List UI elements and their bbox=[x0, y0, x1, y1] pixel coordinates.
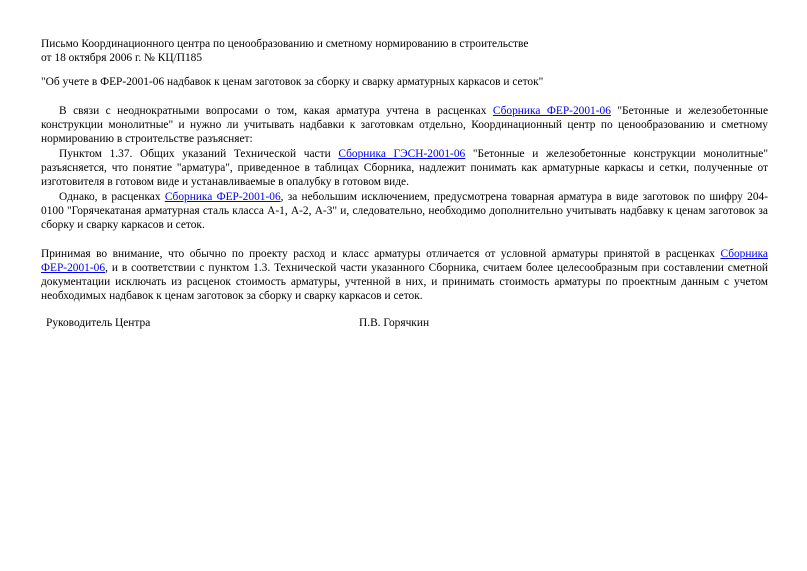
link-gesn-2001-06[interactable]: Сборника ГЭСН-2001-06 bbox=[338, 147, 466, 160]
paragraph-intro bbox=[41, 104, 768, 147]
letter-subject: "Об учете в ФЕР-2001-06 надбавок к ценам заготовок за сборку и сварку арматурных каркасов и сеток" bbox=[41, 75, 544, 88]
paragraph-conclusion-text-before: Принимая во внимание, что обычно по проекту расход и класс арматуры отличается от условной арматуры принятой в расценках bbox=[41, 247, 721, 260]
paragraph-intro-text-after: "Бетонные и железобетонные конструкции монолитные" и нужно ли учитывать надбавки к заготовкам отдельно, Координационный центр по ценообразованию и сметному нормированию в строительстве разъясняет: bbox=[41, 104, 768, 146]
paragraph-conclusion bbox=[41, 247, 768, 304]
letter-date-number: от 18 октября 2006 г. № КЦ/П185 bbox=[41, 52, 203, 65]
link-fer-2001-06[interactable]: Сборника ФЕР-2001-06 bbox=[492, 104, 611, 117]
paragraph-clause-text-before: Пунктом 1.37. Общих указаний Технической части bbox=[59, 147, 339, 160]
letter-document bbox=[41, 37, 768, 331]
paragraph-conclusion-text-after: , и в соответствии с пунктом 1.3. Технической части указанного Сборника, считаем более целесообразным при составлении сметной документации исключать из расценок стоимость арматуры, учтенной в них, и принимать стоимость арматуры по проектным данным с учетом необходимых надбавок к ценам заготовок за сборку и сварку каркасов и сеток. bbox=[41, 261, 768, 303]
signatory-role: Руководитель Центра bbox=[46, 316, 151, 329]
link-fer-2001-06[interactable]: Сборника ФЕР-2001-06 bbox=[164, 190, 281, 203]
link-fer-2001-06[interactable]: Сборника ФЕР-2001-06 bbox=[41, 247, 768, 274]
paragraph-clause-1-37 bbox=[41, 147, 768, 190]
signatory-name: П.В. Горячкин bbox=[359, 316, 430, 329]
paragraph-however bbox=[41, 190, 768, 233]
paragraph-however-text-after: , за небольшим исключением, предусмотрена товарная арматура в виде заготовок по шифру 204-0100 "Горячекатаная арматурная сталь класса А-1, А-2, А-3" и, следовательно, необходимо дополнительно учитывать надбавку к ценам заготовок за сборку и сварку каркасов и сеток. bbox=[41, 190, 769, 232]
paragraph-however-text-before: Однако, в расценках bbox=[59, 190, 165, 203]
paragraph-intro-text-before: В связи с неоднократными вопросами о том, какая арматура учтена в расценках bbox=[59, 104, 493, 117]
letter-title: Письмо Координационного центра по ценообразованию и сметному нормированию в строительстве bbox=[41, 38, 529, 50]
paragraph-spacer bbox=[41, 233, 768, 247]
signature-block bbox=[41, 316, 768, 331]
paragraph-clause-text-after: "Бетонные и железобетонные конструкции монолитные" разъясняется, что понятие "арматура", приведенное в таблицах Сборника, надлежит понимать как арматурные каркасы и сетки, полученные от изготовителя в готовом виде и устанавливаемые в опалубку в готовом виде. bbox=[41, 147, 768, 189]
